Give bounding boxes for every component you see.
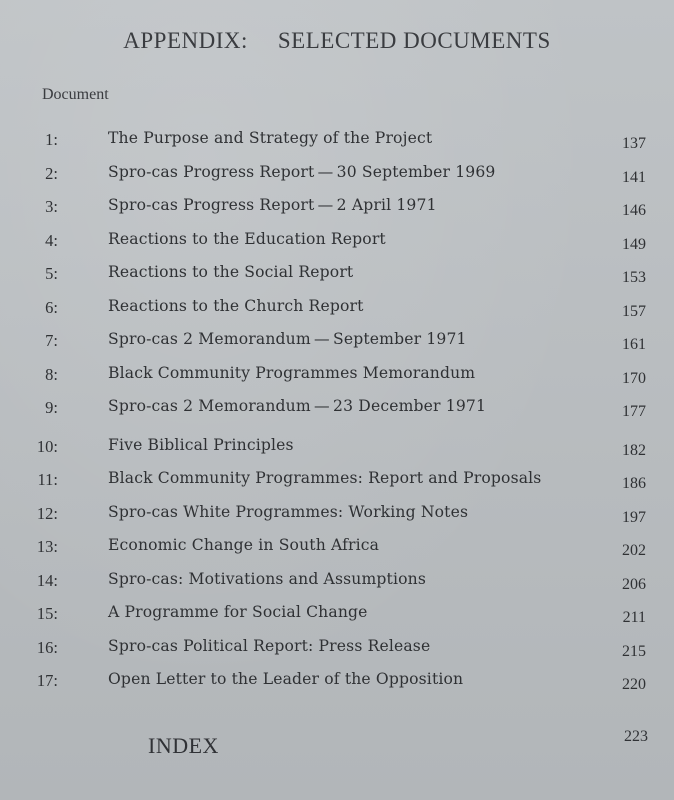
- entry-number: 9:: [45, 398, 58, 417]
- entry-title: Spro-cas 2 Memorandum — 23 December 1971: [108, 397, 487, 415]
- toc-row: [0, 667, 674, 701]
- entry-page: 202: [622, 542, 646, 559]
- entry-number: 4:: [45, 230, 58, 250]
- entry-title: Spro-cas: Motivations and Assumptions: [108, 569, 426, 588]
- toc-row: [0, 533, 674, 567]
- index-page-number: 223: [624, 728, 648, 745]
- column-label-document: Document: [42, 86, 109, 103]
- entry-page: 177: [622, 403, 646, 420]
- entry-title: Spro-cas Progress Report — 2 April 1971: [108, 196, 437, 214]
- entry-number: 5:: [45, 264, 58, 283]
- entry-number: 11:: [37, 470, 58, 489]
- entry-title: Spro-cas 2 Memorandum — September 1971: [108, 330, 467, 348]
- toc-row: [0, 227, 674, 261]
- entry-page: 153: [622, 269, 646, 286]
- entry-title: Five Biblical Principles: [108, 435, 294, 454]
- entry-page: 157: [622, 302, 646, 320]
- entry-number: 12:: [36, 503, 58, 523]
- toc-row: [0, 600, 674, 634]
- entry-title: Reactions to the Social Report: [108, 263, 354, 281]
- entry-number: 10:: [36, 436, 58, 456]
- entry-title: Spro-cas Political Report: Press Release: [108, 636, 431, 655]
- entry-page: 206: [622, 575, 646, 593]
- entry-title: Reactions to the Church Report: [108, 296, 364, 315]
- toc-row: [0, 160, 674, 194]
- entry-title: Reactions to the Education Report: [108, 229, 386, 248]
- toc-row: [0, 361, 674, 395]
- entry-number: 15:: [36, 604, 58, 623]
- entry-title: The Purpose and Strategy of the Project: [108, 129, 433, 147]
- entry-page: 149: [622, 235, 646, 253]
- entry-page: 146: [622, 202, 646, 219]
- title-part-appendix: APPENDIX:: [123, 28, 248, 53]
- entry-number: 1:: [45, 130, 58, 149]
- entry-title: Black Community Programmes: Report and Proposals: [108, 469, 542, 487]
- toc-row: [0, 193, 674, 227]
- toc-row: [0, 394, 674, 428]
- toc-row: [0, 260, 674, 294]
- entry-number: 13:: [36, 537, 58, 556]
- entry-title: Spro-cas White Programmes: Working Notes: [108, 502, 469, 521]
- toc-row: [0, 327, 674, 361]
- index-heading: INDEX: [148, 733, 219, 758]
- entry-title: Economic Change in South Africa: [108, 536, 380, 554]
- entry-title: Black Community Programmes Memorandum: [108, 363, 476, 382]
- toc-row: [0, 466, 674, 500]
- entry-number: 3:: [45, 197, 58, 216]
- title-part-selected-documents: SELECTED DOCUMENTS: [277, 28, 551, 53]
- entry-number: 16:: [36, 637, 58, 657]
- entry-number: 17:: [36, 671, 58, 690]
- entry-number: 8:: [45, 364, 58, 384]
- toc-row: [0, 634, 674, 668]
- entry-page: 211: [622, 609, 646, 626]
- table-of-contents: [0, 126, 674, 701]
- entry-number: 7:: [45, 331, 58, 350]
- entry-number: 2:: [45, 163, 58, 183]
- entry-page: 161: [622, 336, 646, 353]
- entry-number: 14:: [36, 570, 58, 590]
- entry-page: 170: [622, 369, 646, 387]
- entry-page: 220: [622, 676, 646, 693]
- page-title: [0, 28, 674, 54]
- entry-title: A Programme for Social Change: [108, 603, 368, 621]
- entry-page: 215: [622, 642, 646, 660]
- entry-page: 197: [622, 508, 646, 526]
- toc-row: [0, 126, 674, 160]
- entry-page: 186: [622, 475, 646, 492]
- toc-row: [0, 433, 674, 467]
- entry-title: Open Letter to the Leader of the Opposition: [108, 670, 464, 688]
- toc-row: [0, 500, 674, 534]
- toc-row: [0, 567, 674, 601]
- entry-page: 137: [622, 135, 646, 152]
- entry-page: 182: [622, 441, 646, 459]
- toc-row: [0, 294, 674, 328]
- entry-page: 141: [622, 168, 646, 186]
- entry-number: 6:: [45, 297, 58, 317]
- entry-title: Spro-cas Progress Report — 30 September 1969: [108, 162, 496, 181]
